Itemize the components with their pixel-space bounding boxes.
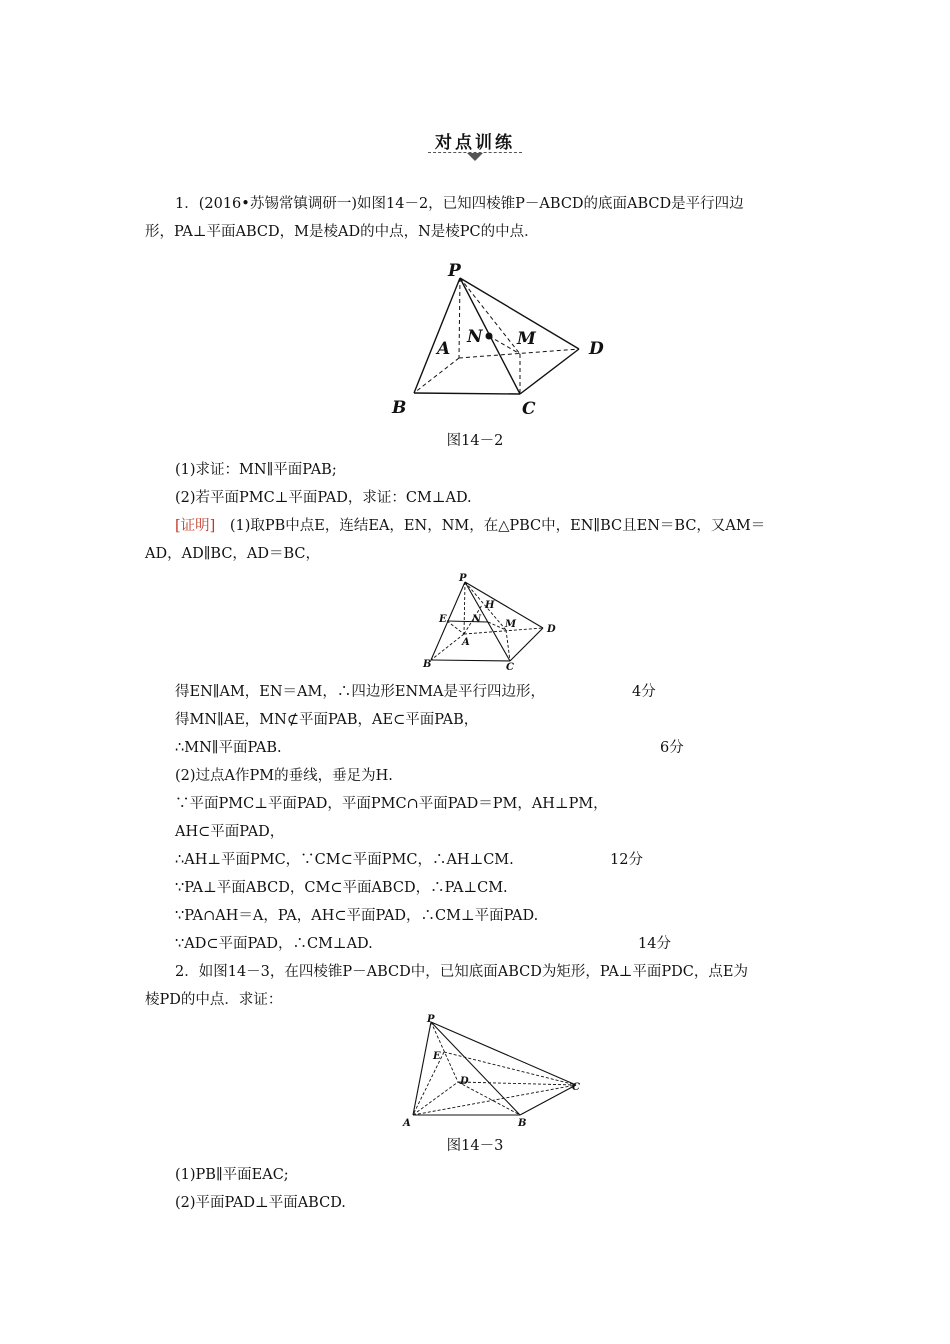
proof-step-10: ∵AD⊂平面PAD，∴CM⊥AD. [175,936,373,952]
section-title: 对点训练 [435,133,515,153]
figure-14-3-caption: 图14－3 [446,1138,504,1154]
figure-14-2 [380,258,620,428]
problem2-q2: (2)平面PAD⊥平面ABCD. [175,1195,346,1211]
problem2-q1: (1)PB∥平面EAC; [175,1167,289,1183]
edge-cd [520,349,579,394]
edge-ad [413,1082,458,1115]
label-d: D [460,1076,469,1087]
label-m: M [517,329,536,349]
edge-pa [413,1022,431,1115]
proof-step-9: ∵PA∩AH＝A，PA，AH⊂平面PAD，∴CM⊥平面PAD. [175,908,539,924]
label-e: E [439,614,447,625]
proof-step-7-score: 12分 [610,852,643,868]
problem1-q2: (2)若平面PMC⊥平面PAD，求证：CM⊥AD. [175,490,472,506]
label-h: H [485,600,495,611]
point-n [486,333,493,340]
label-p: P [448,261,461,281]
label-e: E [433,1051,441,1062]
label-c: C [506,662,514,673]
proof-step-1-score: 4分 [632,684,656,700]
proof-step-8: ∵PA⊥平面ABCD，CM⊂平面ABCD，∴PA⊥CM. [175,880,508,896]
edge-bc [414,393,520,394]
label-n: N [472,614,482,625]
label-b: B [518,1118,527,1129]
label-b: B [392,398,407,418]
problem2-stem-line1: 2．如图14－3，在四棱锥P－ABCD中，已知底面ABCD为矩形，PA⊥平面PDC，点E为 [175,964,748,980]
edge-nm [489,336,520,354]
proof-step-3-score: 6分 [660,740,684,756]
label-a: A [437,339,451,359]
proof-tag: [证明] [175,518,216,534]
figure-proof-aux [420,572,570,672]
edge-pb [431,1022,520,1115]
label-d: D [547,624,556,635]
edge-dc [458,1082,576,1085]
problem1-stem-line1: 1．(2016•苏锡常镇调研一)如图14－2，已知四棱锥P－ABCD的底面ABCD是平行四边 [175,196,744,212]
figure-14-2-caption: 图14－2 [446,433,504,449]
proof-step-6: AH⊂平面PAD， [175,824,285,840]
edge-ac [413,1085,576,1115]
edge-mc [506,630,510,661]
edge-cd [510,628,543,661]
proof-step-10-score: 14分 [638,936,671,952]
label-d: D [589,339,604,359]
proof-step-1: 得EN∥AM，EN＝AM，∴四边形ENMA是平行四边形， [175,684,545,700]
edge-ab [431,634,464,660]
figure-14-3 [400,1012,590,1130]
edge-pa [464,582,465,634]
edge-pb [414,278,460,393]
edge-ad [459,349,579,358]
proof-step-3: ∴MN∥平面PAB. [175,740,282,756]
proof-step-7: ∴AH⊥平面PMC，∵CM⊂平面PMC，∴AH⊥CM. [175,852,514,868]
proof-line1-text: (1)取PB中点E，连结EA，EN，NM，在△PBC中，EN∥BC且EN＝BC，又AM＝ [215,518,766,534]
edge-bc [431,660,510,661]
label-b: B [423,659,432,670]
edge-ea [447,621,464,634]
label-m: M [505,619,517,630]
edge-bc [520,1085,576,1115]
proof-step-2: 得MN∥AE，MN⊄平面PAB，AE⊂平面PAB， [175,712,479,728]
edge-pc [431,1022,576,1085]
proof-step-5: ∵平面PMC⊥平面PAD，平面PMC∩平面PAD＝PM，AH⊥PM， [175,796,608,812]
edge-en [447,621,488,622]
label-c: C [572,1082,580,1093]
proof-line1 [175,516,765,536]
label-n: N [467,327,483,347]
label-p: P [459,573,467,584]
proof-line2: AD，AD∥BC，AD＝BC， [145,546,321,562]
edge-pa [459,278,460,358]
edge-nm [488,622,506,630]
label-p: P [427,1014,435,1025]
label-c: C [522,399,536,419]
label-a: A [403,1118,411,1129]
problem2-stem-line2: 棱PD的中点．求证： [145,992,283,1008]
label-a: A [462,637,470,648]
problem1-q1: (1)求证：MN∥平面PAB; [175,462,337,478]
problem1-stem-line2: 形，PA⊥平面ABCD，M是棱AD的中点，N是棱PC的中点． [145,224,539,240]
proof-step-4: (2)过点A作PM的垂线，垂足为H. [175,768,393,784]
title-arrow-icon [467,153,483,161]
